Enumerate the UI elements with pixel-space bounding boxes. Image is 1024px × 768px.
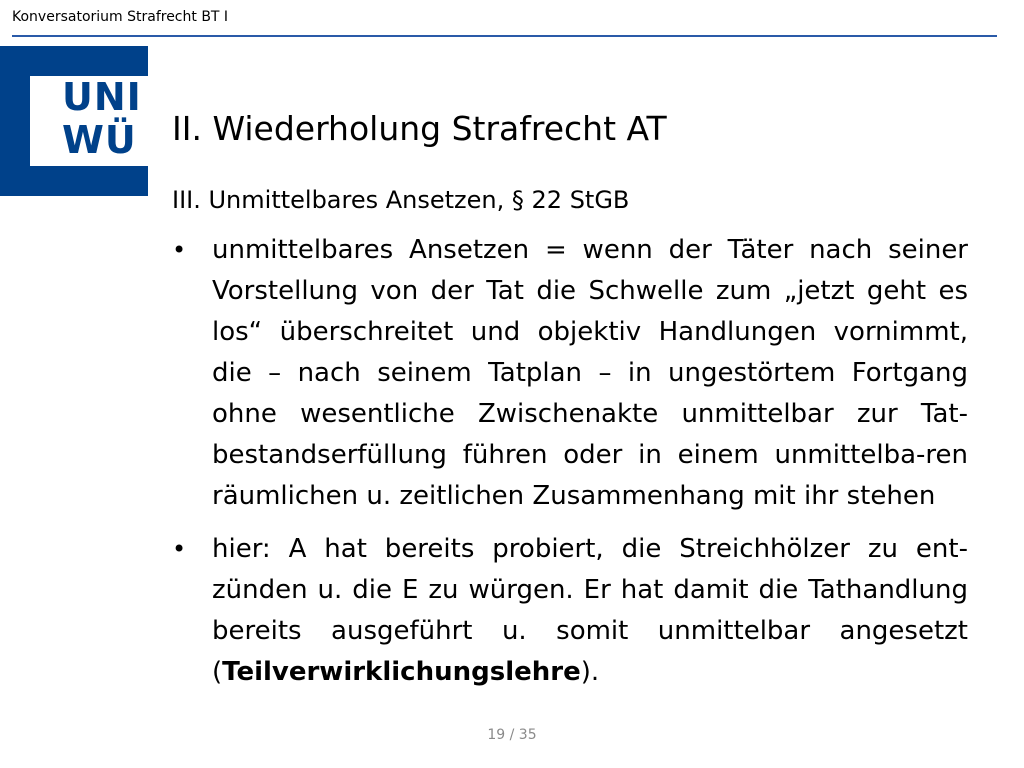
bullet-marker: • <box>172 236 187 264</box>
slide-title: II. Wiederholung Strafrecht AT <box>172 109 667 148</box>
bullet-text <box>212 529 968 693</box>
page-number: 19 / 35 <box>487 727 537 743</box>
bullet-item-application <box>172 529 968 693</box>
bullet-item-definition <box>172 230 968 517</box>
bullet-text-before: hier: A hat bereits probiert, die Streichhölzer zu ent-zünden u. die E zu würgen. Er hat damit die Tathandlung bereits ausgeführt u. somit unmittelbar angesetzt ( <box>212 534 968 687</box>
bullet-emphasis: Teilverwirklichungslehre <box>222 657 581 687</box>
university-logo <box>0 46 148 196</box>
slide-subtitle: III. Unmittelbares Ansetzen, § 22 StGB <box>172 186 630 214</box>
logo-line-2: WÜ <box>62 118 137 162</box>
logo-white-field <box>30 76 148 166</box>
header-divider <box>12 35 997 37</box>
header-title: Konversatorium Strafrecht BT I <box>12 9 229 25</box>
bullet-list <box>172 230 968 705</box>
logo-line-1: UNI <box>62 75 142 119</box>
logo-wordmark <box>62 76 148 162</box>
bullet-text: unmittelbares Ansetzen = wenn der Täter nach seiner Vorstellung von der Tat die Schwelle zum „jetzt geht es los“ überschreitet und objektiv Handlungen vornimmt, die – nach seinem Tatplan – in ungestörtem Fortgang ohne wesentliche Zwischenakte unmittelbar zur Tat-bestandserfüllung führen oder in einem unmittelba-ren räumlichen u. zeitlichen Zusammenhang mit ihr stehen <box>212 235 968 511</box>
bullet-text-after: ). <box>580 657 600 687</box>
bullet-marker: • <box>172 535 187 563</box>
